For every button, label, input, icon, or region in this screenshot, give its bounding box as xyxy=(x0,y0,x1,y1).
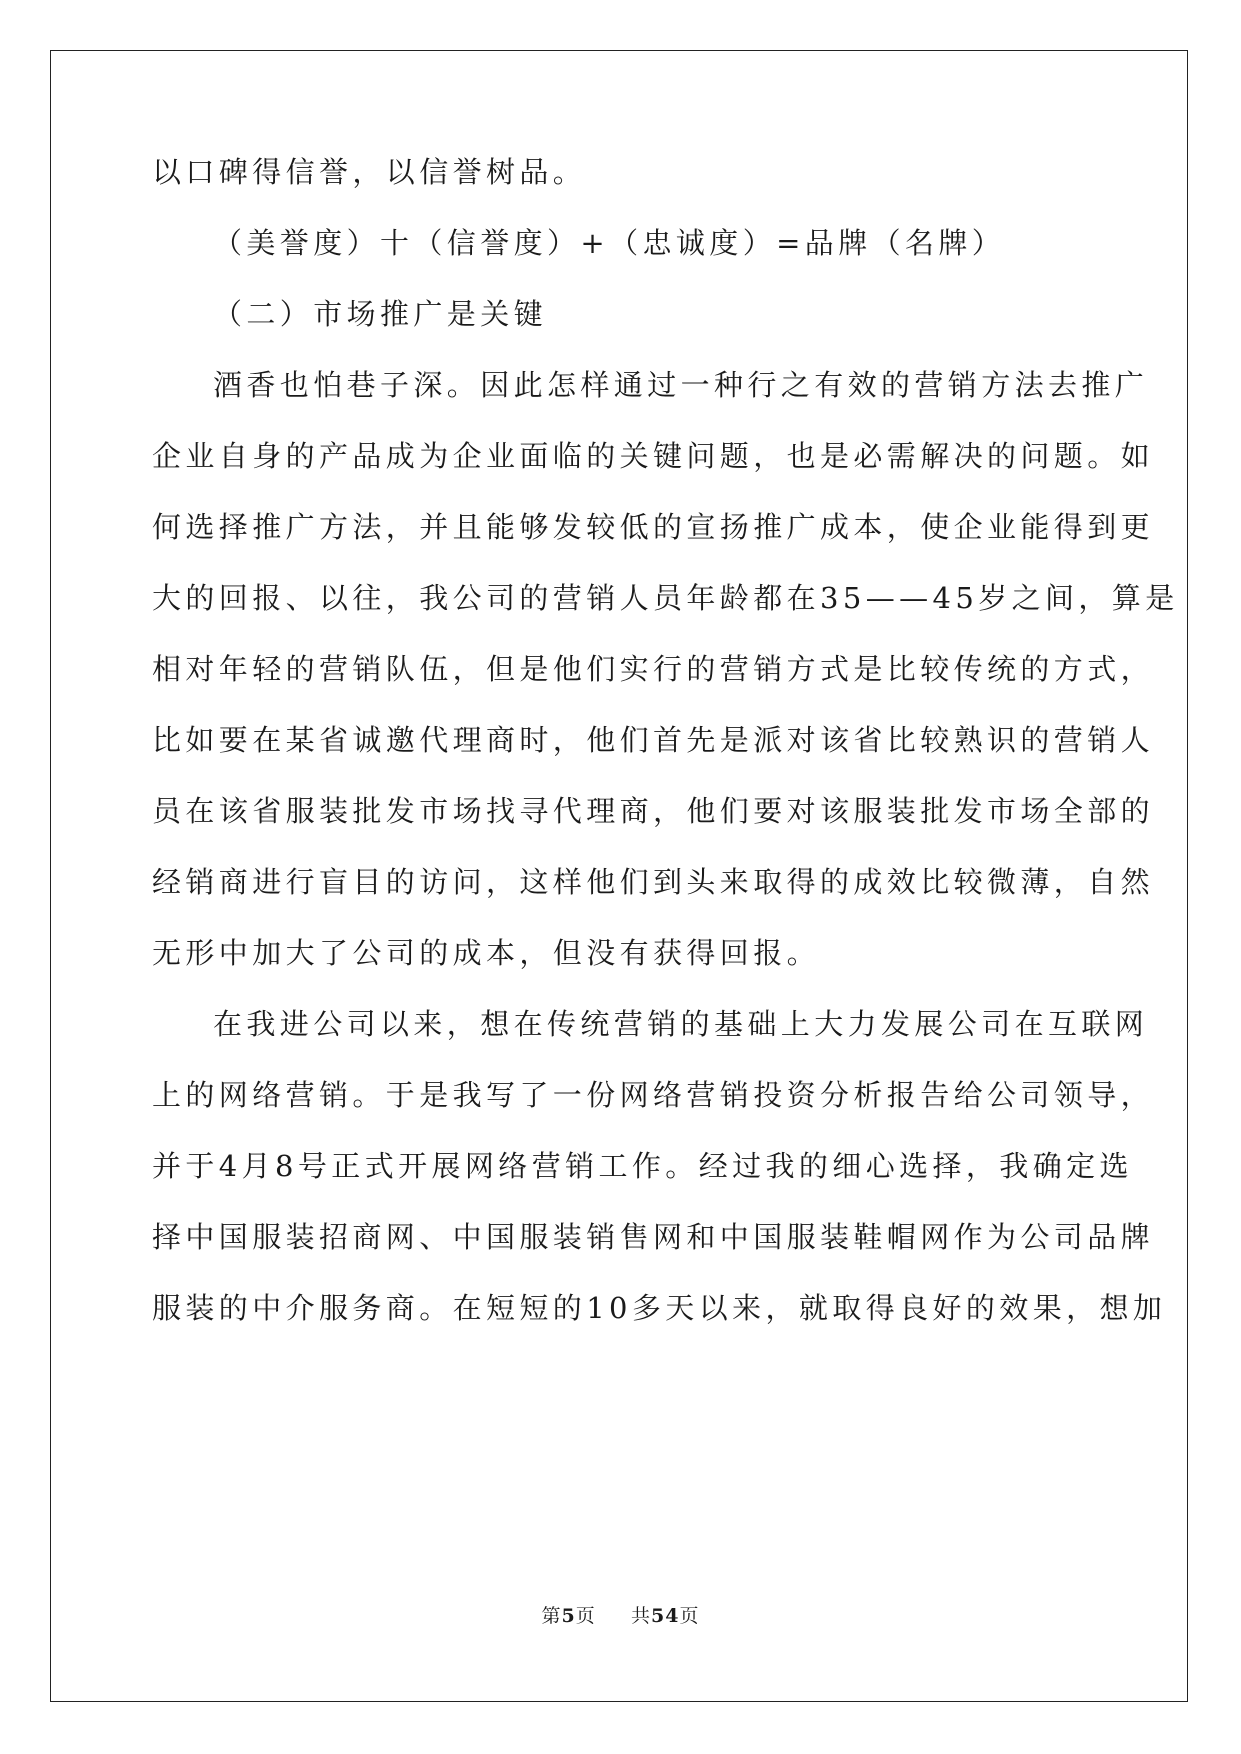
footer-page-prefix: 第 xyxy=(541,1605,562,1627)
body-line-4: 酒香也怕巷子深。因此怎样通过一种行之有效的营销方法去推广 xyxy=(213,368,1149,402)
page-footer xyxy=(0,1604,1241,1628)
body-line-13: 在我进公司以来，想在传统营销的基础上大力发展公司在互联网 xyxy=(213,1007,1149,1041)
body-line-7: 大的回报、以往，我公司的营销人员年龄都在35——45岁之间，算是 xyxy=(152,581,1179,615)
body-line-9: 比如要在某省诚邀代理商时，他们首先是派对该省比较熟识的营销人 xyxy=(152,723,1155,757)
footer-total-pages: 54 xyxy=(651,1605,680,1627)
footer-total-prefix: 共 xyxy=(630,1605,651,1627)
body-line-10: 员在该省服装批发市场找寻代理商，他们要对该服装批发市场全部的 xyxy=(152,794,1155,828)
body-line-11: 经销商进行盲目的访问，这样他们到头来取得的成效比较微薄，自然 xyxy=(152,865,1155,899)
body-line-16: 择中国服装招商网、中国服装销售网和中国服装鞋帽网作为公司品牌 xyxy=(152,1220,1155,1254)
body-line-17: 服装的中介服务商。在短短的10多天以来，就取得良好的效果，想加 xyxy=(152,1291,1167,1325)
body-line-8: 相对年轻的营销队伍，但是他们实行的营销方式是比较传统的方式， xyxy=(152,652,1155,686)
footer-total-suffix: 页 xyxy=(679,1605,700,1627)
footer-page-number: 5 xyxy=(561,1605,576,1627)
body-line-2: （美誉度）十（信誉度）+（忠诚度）=品牌（名牌） xyxy=(213,226,1006,260)
body-line-6: 何选择推广方法，并且能够发较低的宣扬推广成本，使企业能得到更 xyxy=(152,510,1155,544)
section-heading: （二）市场推广是关键 xyxy=(213,297,548,331)
body-line-15: 并于4月8号正式开展网络营销工作。经过我的细心选择，我确定选 xyxy=(152,1149,1133,1183)
body-line-1: 以口碑得信誉，以信誉树品。 xyxy=(152,155,587,189)
footer-page-suffix: 页 xyxy=(575,1605,596,1627)
body-line-5: 企业自身的产品成为企业面临的关键问题，也是必需解决的问题。如 xyxy=(152,439,1155,473)
body-line-12: 无形中加大了公司的成本，但没有获得回报。 xyxy=(152,936,821,970)
body-line-14: 上的网络营销。于是我写了一份网络营销投资分析报告给公司领导， xyxy=(152,1078,1155,1112)
